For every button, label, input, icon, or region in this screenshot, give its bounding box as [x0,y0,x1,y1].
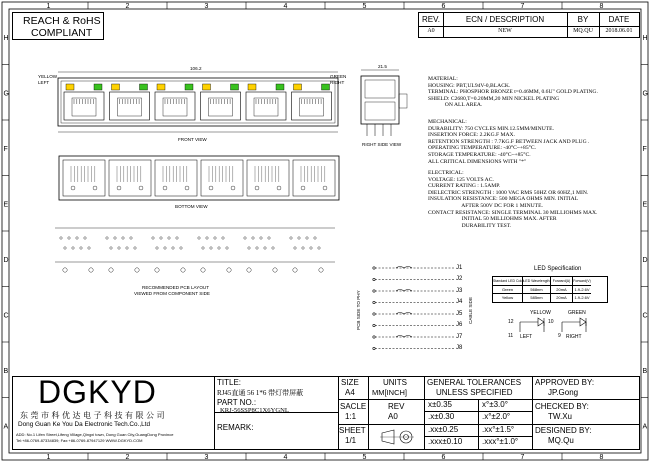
front-width-dim: 106.2 [190,66,202,71]
electrical-line: CONTACT RESISTANCE: SINGLE TERMINAL 30 MILLIOHMS MAX. [428,209,598,216]
pcb-hole [210,247,212,249]
led-yellow-mark [66,84,74,90]
part-label: PART NO.: [217,398,257,407]
bottom-view-label: BOTTOM VIEW [175,204,208,209]
mechanical-line: DURABILITY: 750 CYCLES MIN.12.5MM/MINUTE. [428,125,554,132]
pcb-hole [80,247,82,249]
pcb-hole [272,247,274,249]
led-yellow-mark [248,84,256,90]
rev-block-value: A0 [388,412,398,421]
grid-row-label-right: F [642,145,647,153]
pcb-hole [226,247,228,249]
tolerance-cell: .x±0.30 [428,412,455,421]
rev-header: REV. [419,13,444,27]
grid-col-label-top: 3 [204,3,209,10]
grid-col-label-top: 1 [46,3,51,10]
schematic-terminal [373,267,375,269]
bottom-port [155,160,197,196]
pcb-hole [294,247,296,249]
pin-label: J2 [456,276,463,282]
pin-label: J8 [456,345,463,351]
schem-pin-10: 10 [548,319,554,325]
schem-left-label: LEFT [520,334,533,340]
grid-col-label-bottom: 1 [46,454,51,461]
grid-row-label-right: E [642,201,648,209]
led-spec-table [492,276,608,303]
scale-value: 1:1 [345,412,357,421]
pcb-hole [130,237,132,239]
front-port [246,84,286,120]
bottom-port [201,160,243,196]
grid-col-label-bottom: 6 [441,454,446,461]
led-yellow-mark [203,84,211,90]
pcb-hole [126,247,128,249]
scale-label: SACLE [340,402,367,411]
schem-pin-12: 12 [508,319,514,325]
tolerance-cell: .xxx±0.10 [428,437,463,446]
tolerance-cell: .xx°±1.5° [482,425,515,434]
pin-label: J6 [456,322,463,328]
approved-value: JP.Gong [548,388,579,397]
led-green-mark [94,84,102,90]
tolerance-cell: x±0.35 [428,400,452,409]
pcb-mount-hole [227,268,231,272]
pin-label: J3 [456,287,463,294]
pcb-hole [264,247,266,249]
pcb-mount-hole [293,268,297,272]
grid-col-label-top: 4 [283,3,288,10]
pcb-hole [106,237,108,239]
material-line: TERMINAL: PHOSPHOR BRONZE t=0.46MM, 0.6U" GOLD PLATING. [428,89,598,96]
led-spec-header: Standard LED Color [493,277,523,286]
front-port [201,84,241,120]
led-yellow-mark [294,84,302,90]
front-view-label: FRONT VIEW [178,137,207,142]
front-port [64,84,104,120]
pcb-side-label: PCB SIDE TO PHY [356,290,361,330]
grid-row-label-right: H [642,34,648,42]
electrical-line: VOLTAGE: 125 VOLTS AC. [428,176,494,183]
grid-row-label-left: D [3,256,9,264]
size-label: SIZE [341,378,359,387]
tolerance-cell: .xx±0.25 [428,425,459,434]
led-green-mark [322,84,330,90]
designed-label: DESIGNED BY: [535,426,592,435]
grid-col-label-top: 8 [599,3,604,10]
pcb-hole [202,247,204,249]
grid-col-label-bottom: 8 [599,454,604,461]
grid-row-label-right: C [642,312,648,320]
part-value: KRJ-56SSP8C1X6YGNL [220,407,289,414]
approved-label: APPROVED BY: [535,378,595,387]
pcb-hole [68,237,70,239]
material-line: HOUSING: PBT,UL94V-0,BLACK. [428,82,511,89]
schematic-terminal [373,301,375,303]
company-tel: Tel:+86-0769-87334839; Fax:+86-0769-87947129 WWW.DGKYD.COM [16,438,143,443]
led-right-tag: RIGHT [330,80,345,85]
pcb-hole [222,237,224,239]
grid-col-label-top: 5 [362,3,367,10]
pcb-mount-hole [109,268,113,272]
grid-col-label-bottom: 4 [283,454,288,461]
pcb-hole [122,237,124,239]
led-yellow-mark [157,84,165,90]
led-spec-title: LED Specification [534,266,582,272]
grid-col-label-bottom: 7 [520,454,525,461]
schematic-terminal [373,324,375,326]
pcb-hole [134,247,136,249]
pcb-layout-label-2: VIEWED FROM COMPONENT SIDE [134,291,210,296]
units-value: MM[INCH] [372,388,407,397]
pcb-hole [156,247,158,249]
pin-label: J7 [456,333,463,340]
grid-col-label-bottom: 2 [125,454,130,461]
pcb-mount-hole [63,268,67,272]
pcb-hole [110,247,112,249]
pin-label: J4 [456,299,463,305]
by-header: BY [567,13,600,27]
material-line: MATERIAL: [428,76,458,82]
bottom-port [247,160,289,196]
size-value: A4 [345,388,355,397]
led-left-tag: LEFT [38,80,50,85]
mechanical-line: OPERATING TEMPERATURE: -40°C~+85°C. [428,145,536,152]
grid-row-label-left: H [3,34,9,42]
led-spec-cell: 1.9-2.6V [574,295,590,300]
pcb-hole [164,247,166,249]
pcb-hole [260,237,262,239]
pcb-hole [218,247,220,249]
mechanical-spec [428,119,589,165]
title-label: TITLE: [217,378,242,387]
projection-symbol [380,428,416,446]
electrical-line: ELECTRICAL: [428,170,464,176]
pcb-hole [72,247,74,249]
pcb-hole [172,247,174,249]
pcb-mount-hole [181,268,185,272]
pcb-mount-hole [135,268,139,272]
pcb-hole [256,247,258,249]
led-green-mark [276,84,284,90]
bottom-view-drawing [55,152,345,204]
material-spec [428,76,598,109]
led-spec-header: Forward(V) [573,277,591,286]
pcb-hole [152,237,154,239]
mechanical-line: ALL CRITICAL DIMENSIONS WITH "*" [428,158,527,165]
pcb-hole [206,237,208,239]
tolerance-title-1: GENERAL TOLERANCES [427,378,522,387]
led-spec-cell: Green [493,286,523,295]
rev-value: A0 [419,26,444,37]
pcb-hole [60,237,62,239]
electrical-line: AFTER 500V DC FOR 1 MINUTE. [428,202,543,209]
tol-vertical-divider [478,399,479,450]
front-port [292,84,332,120]
grid-col-label-top: 6 [441,3,446,10]
right-side-view-label: RIGHT SIDE VIEW [362,142,402,147]
pcb-hole [180,247,182,249]
pcb-hole [314,237,316,239]
tolerance-title-2: UNLESS SPECIFIED [436,388,513,397]
approval-divider-2 [532,424,640,425]
revision-table [418,12,640,38]
material-line: ON ALL AREA. [428,102,483,109]
grid-col-label-bottom: 5 [362,454,367,461]
pcb-hole [268,237,270,239]
led-spec-cell: 20mA [551,294,573,303]
units-label: UNITS [383,378,407,387]
grid-col-label-top: 2 [125,3,130,10]
led-yellow-mark [112,84,120,90]
approval-divider-1 [532,399,640,400]
pcb-hole [310,247,312,249]
designed-value: MQ.Qu [548,436,574,445]
led-spec-cell: Yellow [493,294,523,303]
pcb-hole [176,237,178,239]
led-yellow-tag: YELLOW [38,74,58,79]
company-name-en: Dong Guan Ke You Da Electronic Tech.Co.,Ltd [18,421,151,428]
pcb-hole [248,247,250,249]
front-port [110,84,150,120]
company-address: ADD: No.1 Lifen Street,Lifeng Village,Qingxi town, Dong Guan City,GuangDong Province [16,432,174,437]
by-value: MQ.QU [567,26,600,37]
sheet-value: 1/1 [345,436,357,445]
material-line: SHIELD: C2680,T=0.20MM,20 MIN NICKEL PLATING [428,95,560,102]
grid-row-label-left: F [3,145,8,153]
tolerance-cell: .xxx°±1.0° [482,437,519,446]
pcb-layout-drawing [45,222,345,284]
led-spec-cell: 568nm [523,286,551,295]
pcb-hole [318,247,320,249]
pcb-hole [298,237,300,239]
pin-label: J5 [456,310,463,317]
tolerance-cell: x°±3.0° [482,400,508,409]
schematic-terminal [373,336,375,338]
front-view-drawing [30,62,350,144]
grid-row-label-left: A [3,423,9,431]
schematic-terminal [373,278,375,280]
mechanical-line: STORAGE TEMPERATURE: -40°C~+85°C. [428,151,531,158]
front-port [155,84,195,120]
schem-pin-11: 11 [508,333,514,339]
led-spec-cell: 585nm [523,294,551,303]
size-divider-1 [338,399,424,400]
pcb-hole [290,237,292,239]
sheet-label: SHEET [339,426,366,435]
grid-row-label-right: B [642,367,648,375]
electrical-line: INSULATION RESISTANCE: 500 MEGA OHMS MIN. INITIAL [428,196,579,203]
schematic-terminal [373,347,375,349]
grid-row-label-left: B [3,367,9,375]
pcb-mount-hole [273,268,277,272]
company-logo: DGKYD [38,374,157,410]
tolerance-cell: .x°±2.0° [482,412,511,421]
pcb-mount-hole [201,268,205,272]
grid-row-label-left: E [3,201,9,209]
bottom-port [63,160,105,196]
pcb-hole [198,237,200,239]
pcb-hole [244,237,246,239]
electrical-spec [428,170,597,229]
schem-right-label: RIGHT [566,334,582,340]
pcb-hole [306,237,308,239]
led-spec-cell: 20mA [551,286,573,295]
pcb-layout-label-1: RECOMMENDED PCB LAYOUT [142,285,210,290]
grid-row-label-right: D [642,256,648,264]
schem-pin-9: 9 [558,333,561,339]
pcb-hole [64,247,66,249]
pcb-hole [168,237,170,239]
mechanical-line: INSERTION FORCE: 2.2KG.F MAX. [428,132,515,139]
led-symbols-drawing [500,310,610,346]
grid-row-label-left: C [3,312,9,320]
pin-label: J1 [456,264,463,271]
bottom-port [293,160,335,196]
side-width-dim: 21.5 [378,64,387,69]
led-green-mark [140,84,148,90]
compliance-box [12,12,104,40]
right-side-view-drawing [355,66,415,146]
electrical-line: DURABILITY TEST. [428,222,512,229]
rev-label: REV [388,402,405,411]
pcb-mount-hole [155,268,159,272]
grid-row-label-left: G [3,90,9,98]
pcb-hole [88,247,90,249]
schematic-terminal [373,290,375,292]
checked-label: CHECKED BY: [535,402,589,411]
pcb-hole [118,247,120,249]
led-green-mark [185,84,193,90]
compliance-line-2: COMPLIANT [31,27,93,39]
checked-value: TW.Xu [548,412,573,421]
pcb-mount-hole [89,268,93,272]
electrical-line: DIELECTRIC STRENGTH : 1000 VAC RMS 50HZ OR 60HZ,1 MIN. [428,189,589,196]
led-green-mark [231,84,239,90]
mechanical-line: MECHANICAL: [428,119,467,125]
bottom-port [109,160,151,196]
remark-label: REMARK: [217,423,254,432]
grid-col-label-bottom: 3 [204,454,209,461]
pcb-hole [114,237,116,239]
schematic-terminal [373,313,375,315]
title-value: RJ45直通 56 1*6 带灯带屏蔽 [217,389,304,397]
led-spec-header: LED Wavelength [523,277,551,286]
company-name-cn: 东莞市科优达电子科技有限公司 [20,411,167,420]
compliance-line-1: REACH & RoHS [23,15,101,27]
pcb-mount-hole [319,268,323,272]
electrical-line: CURRENT RATING : 1.5AMP. [428,183,501,190]
grid-row-label-right: A [642,423,648,431]
electrical-line: INITIAL 50 MILLIOHMS MAX. AFTER [428,216,557,223]
ecn-header: ECN / DESCRIPTION [443,13,568,27]
date-value: 2018.06.01 [605,28,633,34]
led-spec-header: Forward(A) [551,277,573,286]
cable-side-label: CABLE SIDE [468,296,473,324]
pcb-hole [302,247,304,249]
grid-col-label-top: 7 [520,3,525,10]
mechanical-line: RETENTION STRENGTH : 7.7KG.F BETWEEN JACK AND PLUG . [428,138,590,145]
schem-green-label: GREEN [568,310,586,316]
size-divider-2 [338,424,424,425]
pcb-hole [76,237,78,239]
pcb-mount-hole [247,268,251,272]
pcb-hole [252,237,254,239]
led-green-tag: GREEN [330,74,347,79]
date-header: DATE [599,13,639,27]
pcb-hole [160,237,162,239]
grid-row-label-right: G [642,90,648,98]
pcb-hole [214,237,216,239]
pcb-hole [84,237,86,239]
ecn-value: NEW [443,26,568,37]
schem-yellow-label: YELLOW [530,310,551,316]
led-spec-cell: 1.9-2.6V [573,286,591,295]
